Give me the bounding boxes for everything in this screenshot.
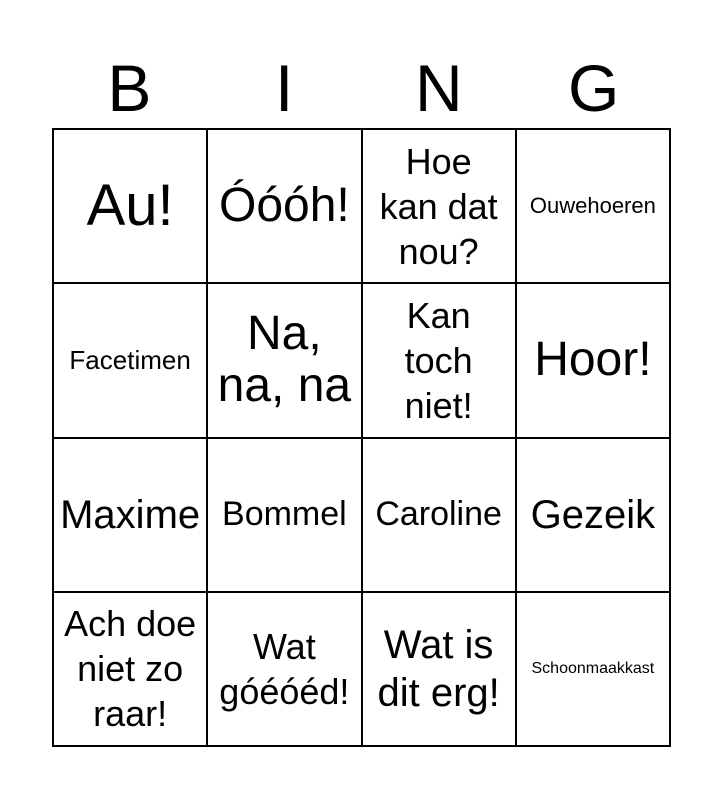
cell-text: Ach doe niet zo raar!	[64, 603, 197, 735]
cell-text: Wat is dit erg!	[377, 622, 500, 715]
bingo-cell[interactable]	[516, 592, 670, 746]
header-letter-b: B	[107, 51, 152, 125]
bingo-grid	[52, 128, 671, 747]
cell-text: Hoor!	[534, 332, 652, 386]
header-letter-g: G	[567, 51, 620, 125]
bingo-cell[interactable]	[516, 283, 670, 437]
bingo-cell[interactable]	[207, 283, 361, 437]
bingo-cell[interactable]	[362, 438, 516, 592]
cell-text: Au!	[86, 173, 174, 239]
cell-text: Wat góéóéd!	[219, 625, 350, 712]
header-letter-i: I	[274, 51, 294, 125]
bingo-header	[52, 48, 671, 128]
bingo-cell[interactable]	[207, 592, 361, 746]
bingo-cell[interactable]	[53, 438, 207, 592]
bingo-cell[interactable]	[53, 283, 207, 437]
cell-text: Gezeik	[530, 492, 656, 537]
cell-text: Na, na, na	[217, 306, 352, 413]
cell-text: Maxime	[60, 492, 201, 537]
cell-text: Óóóh!	[218, 178, 350, 232]
cell-text: Caroline	[375, 495, 502, 534]
cell-text: Hoe kan dat nou?	[379, 140, 498, 272]
bingo-cell[interactable]	[362, 592, 516, 746]
cell-text: Kan toch niet!	[404, 294, 473, 426]
bingo-cell[interactable]	[53, 592, 207, 746]
bingo-cell[interactable]	[516, 129, 670, 283]
bingo-cell[interactable]	[53, 129, 207, 283]
bingo-cell[interactable]	[362, 129, 516, 283]
cell-text: Bommel	[222, 495, 347, 534]
cell-text: Ouwehoeren	[529, 192, 656, 218]
cell-text: Facetimen	[69, 344, 191, 375]
bingo-cell[interactable]	[207, 438, 361, 592]
bingo-cell[interactable]	[516, 438, 670, 592]
bingo-cell[interactable]	[207, 129, 361, 283]
bingo-cell[interactable]	[362, 283, 516, 437]
header-letter-n: N	[415, 51, 463, 125]
cell-text: Schoonmaakkast	[531, 660, 655, 678]
